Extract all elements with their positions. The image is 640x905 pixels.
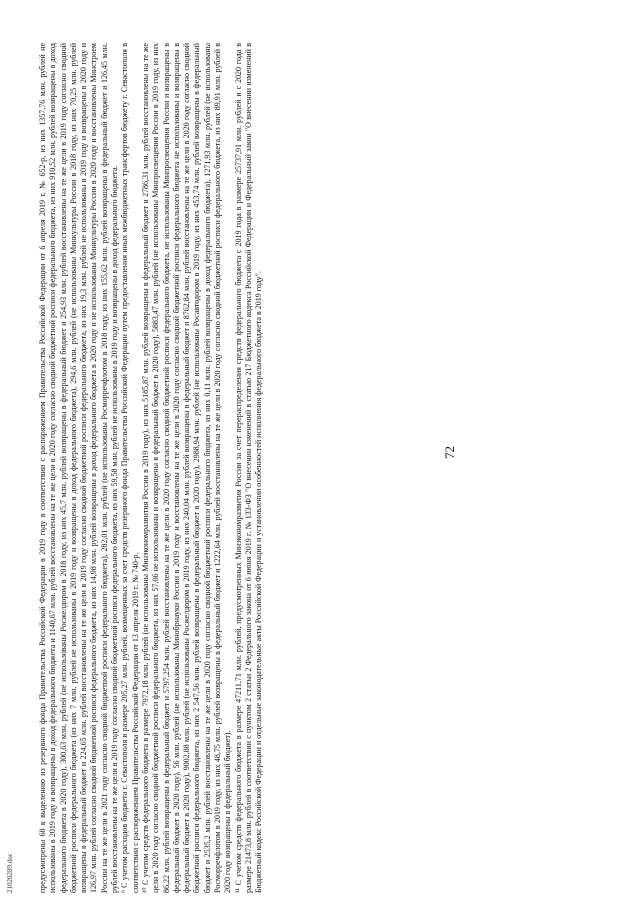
footnote-paragraph: ⁹ С учетом расходов бюджета г. Севастополя в размере 205,27 млн. рублей, возмещенных за счет средств резервного фонда Правительства Российской Федерации путем предоставления иных межбюджетных трансфертов бюджету г. Севастополя в соответствии с распоряжением Правительства Российской Федерации от 13 апреля 2019 г. № 740-р. [120, 43, 140, 893]
footnote-paragraph: предусмотрены 68 к выделению из резервного фонда Правительства Российской Федерации в 2019 году в соответствии с распоряжением Правительства Российской Федерации от 6 апреля 2019 г. № 652-р, из них 1357,76 млн. рублей не использованы в 2019 году и возвращены в доход федерального бюджета и 1140,67 млн. рублей восстановлены на те же цели в 2020 году согласно сводной бюджетной росписи федерального бюджета, из них 910,52 млн. рублей возвращены в доход федерального бюджета в 2020 году), 300,63 млн. рублей (не использованы Росжелдором в 2018 году, из них 45,7 млн. рублей возвращены в федеральный бюджет и 254,93 млн. рублей восстановлены на те же цели в 2019 году согласно сводной бюджетной росписи федерального бюджета (из них 7 млн. рублей не использованы в 2019 году и возвращены в доход федерального бюджета), 294,6 млн. рублей (не использованы Минкультуры России в 2018 году, из них 70,25 млн. рублей возвращены в федеральный бюджет и 224,65 млн. рублей восстановлены на те же цели в 2019 году согласно сводной бюджетной росписи федерального бюджета, из них 19,3 млн. рублей не использованы в 2019 году и возвращены в 2020 году и 126,97 млн. рублей согласно сводной бюджетной росписи федерального бюджета, из них 14,98 млн. рублей возвращены в доход федерального бюджета в 2020 году и не использованы Минкультуры России в 2020 году и восстановлены Минстроем России на те же цели в 2021 году согласно сводной бюджетной росписи федерального бюджета), 282,01 млн. рублей (не использованы Росморречфлотом в 2018 году, из них 155,62 млн. рублей возвращены в федеральный бюджет и 126,45 млн. рублей восстановлены на те же цели в 2019 году согласно сводной бюджетной росписи федерального бюджета, из них 59,58 млн. рублей не использованы в 2019 году и возвращены в доход федерального бюджета. [38, 43, 120, 893]
footnotes-block [38, 43, 265, 893]
footnote-paragraph: ¹¹ С учетом средств федерального бюджета в размере 47211,71 млн. рублей, предусмотренных Минэкономразвития России за счет перераспределения средств федерального бюджета с 2019 года в размере 25737,91 млн. рублей и с 2020 года в размере 21473,8 млн. рублей в соответствии с пунктом 2 статьи 2 Федерального закона от 6 июня 2019 г. № 133-ФЗ "О внесении изменений в статью 217 Бюджетного кодекса Российской Федерации и Федеральный закон "О внесении изменений в Бюджетный кодекс Российской Федерации и отдельные законодательные акты Российской Федерации и установлении особенностей исполнения федерального бюджета в 2019 году". [233, 43, 264, 893]
file-name: 21020289.doc [6, 853, 14, 893]
footnote-paragraph: ¹⁰ С учетом средств федерального бюджета в размере 7972,18 млн. рублей (не использованы Минэкономразвития России в 2019 году), из них 5185,87 млн. рублей возвращены в федеральный бюджет и 2786,31 млн. рублей восстановлены на те же цели в 2020 году согласно сводной бюджетной росписи федерального бюджета, из них 57,06 не использованы и возвращены в федеральный бюджет в 2020 году), 5883,47 млн. рублей (не использованы Минпросвещения России в 2019 году, из них 86,22 млн. рублей возвращены в федеральный бюджет и 5797,254 млн. рублей восстановлены на те же цели в 2020 году согласно сводной бюджетной росписи федерального бюджета, не использованы Минпросвещения России и возвращены в федеральный бюджет в 2020 году), 56 млн. рублей (не использованы Минобрнауки России в 2019 году и восстановлены на те же цели в 2020 году согласно сводной бюджетной росписи федерального бюджета не использованы и возвращены в федеральный бюджет в 2020 году), 9002,88 млн. рублей (не использованы Росжелдором в 2019 году, из них 240,04 млн. рублей возвращены в федеральный бюджет и 8762,84 млн. рублей восстановлены на те же цели в 2020 году согласно сводной бюджетной росписи федерального бюджета, из них 2 547,56 млн. рублей возвращены в федеральный бюджет в 2020 году), 2988,94 млн. рублей (не использованы Росавтодором в 2019 году, из них 453,74 млн. рублей возвращены в федеральный бюджет и 2535,2 млн. рублей восстановлены на те же цели в 2020 году согласно сводной бюджетной росписи федерального бюджета, из них 0,11 млн. рублей возвращены в доход федерального бюджета), 1271,93 млн. рублей (не использованы Росморречфлотом в 2019 году, из них 48,75 млн. рублей возвращены в федеральный бюджет и 1222,64 млн. рублей восстановлены на те же цели в 2020 году согласно сводной бюджетной росписи федерального бюджета, из них 89,91 млн. рублей в 2020 году возвращены в федеральный бюджет). [140, 43, 233, 893]
page-number: 72 [442, 446, 457, 459]
